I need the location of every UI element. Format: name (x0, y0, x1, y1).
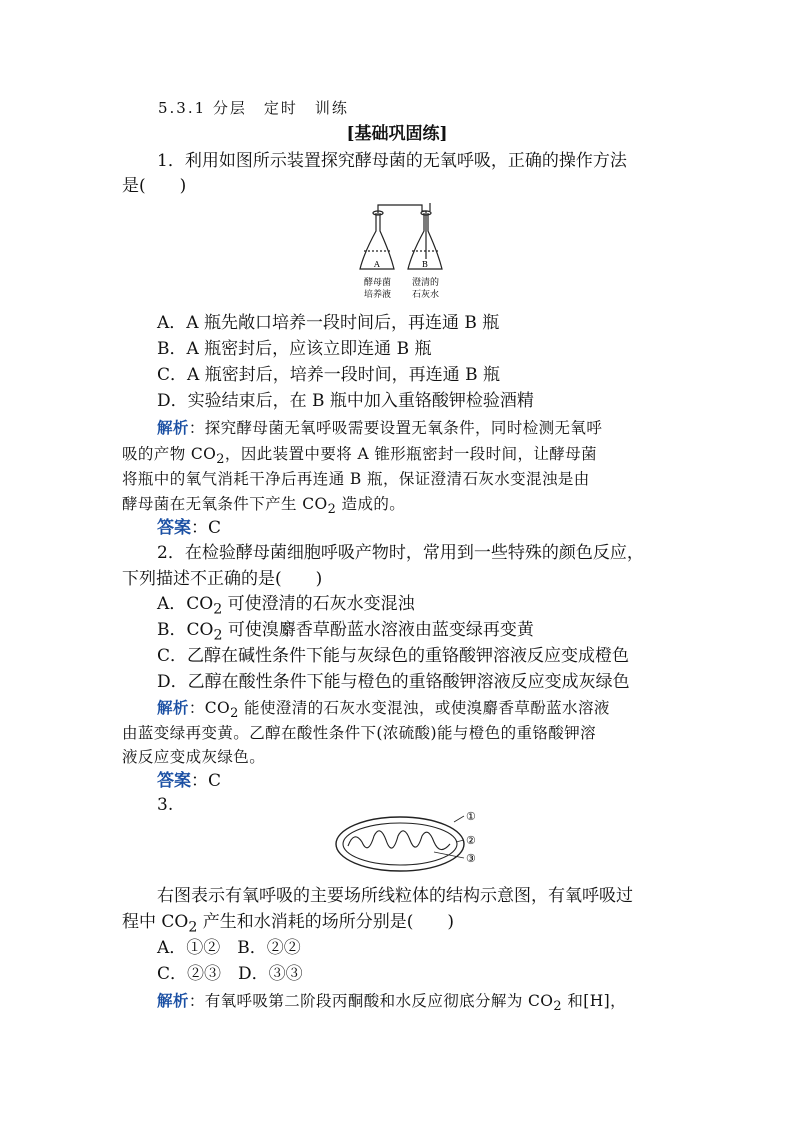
flask-a-label: A (374, 260, 380, 269)
q2-stem-line1: 2．在检验酵母菌细胞呼吸产物时，常用到一些特殊的颜色反应， (157, 543, 644, 563)
outer-membrane (336, 817, 464, 871)
marker-2: ② (466, 834, 476, 847)
answer-label: 答案 (157, 518, 191, 538)
explanation-label: 解析 (157, 418, 189, 437)
leader-line-2 (456, 840, 464, 842)
flask-b-caption-line2: 石灰水 (412, 290, 440, 300)
q1-stem-line1: 1．利用如图所示装置探究酵母菌的无氧呼吸，正确的操作方法 (157, 151, 627, 171)
q2-explanation-line3: 液反应变成灰绿色。 (122, 748, 266, 766)
q1-explanation-line2: 吸的产物 $CO_2$，因此装置中要将 A 锥形瓶密封一段时间，让酵母菌 (122, 445, 597, 468)
q2-explanation-line1: 解析：$CO_2$ 能使澄清的石灰水变混浊，或使溴麝香草酚蓝水溶液 (157, 698, 610, 722)
q1-answer: 答案：C (157, 518, 222, 538)
section-title: [基础巩固练] (346, 124, 448, 144)
q1-option-d: D．实验结束后，在 B 瓶中加入重铬酸钾检验酒精 (157, 391, 534, 411)
q2-option-b: B．$CO_2$ 可使溴麝香草酚蓝水溶液由蓝变绿再变黄 (157, 620, 534, 644)
q2-explanation-line2: 由蓝变绿再变黄。乙醇在酸性条件下(浓硫酸)能与橙色的重铬酸钾溶 (122, 724, 596, 742)
q3-number: 3. (157, 795, 174, 815)
mitochondrion-figure (334, 806, 494, 874)
marker-3: ③ (466, 852, 476, 865)
q2-option-a: A．$CO_2$ 可使澄清的石灰水变混浊 (157, 594, 415, 618)
cristae (348, 831, 450, 850)
q3-options-row2: C．②③ D．③③ (157, 964, 303, 984)
inner-membrane (343, 823, 457, 865)
flask-a-caption-line2: 培养液 (364, 290, 392, 300)
flask-b-caption-line1: 澄清的 (412, 278, 440, 288)
q3-stem-line2: 程中 $CO_2$ 产生和水消耗的场所分别是( ) (122, 912, 455, 936)
q1-explanation-line1: 解析：探究酵母菌无氧呼吸需要设置无氧条件，同时检测无氧呼 (157, 418, 603, 437)
flask-b-label: B (422, 260, 428, 269)
q3-options-row1: A．①② B．②② (157, 938, 301, 958)
leader-line-1 (454, 816, 464, 822)
q3-explanation-line1: 解析：有氧呼吸第二阶段丙酮酸和水反应彻底分解为 $CO_2$ 和[H]， (157, 991, 626, 1015)
q2-option-c: C．乙醇在碱性条件下能与灰绿色的重铬酸钾溶液反应变成橙色 (157, 646, 630, 666)
q1-apparatus-figure (354, 201, 454, 305)
q3-stem-line1: 右图表示有氧呼吸的主要场所线粒体的结构示意图，有氧呼吸过 (157, 886, 633, 906)
q1-option-b: B．A 瓶密封后，应该立即连通 B 瓶 (157, 339, 432, 359)
flask-a-caption-line1: 酵母菌 (364, 278, 392, 288)
marker-1: ① (466, 810, 476, 823)
q1-explanation-line3: 将瓶中的氧气消耗干净后再连通 B 瓶，保证澄清石灰水变混浊是由 (122, 470, 590, 488)
q1-option-a: A．A 瓶先敞口培养一段时间后，再连通 B 瓶 (157, 313, 500, 333)
q2-option-d: D．乙醇在酸性条件下能与橙色的重铬酸钾溶液反应变成灰绿色 (157, 672, 630, 692)
q1-explanation-line4: 酵母菌在无氧条件下产生 $CO_2$ 造成的。 (122, 495, 406, 518)
q1-option-c: C．A 瓶密封后，培养一段时间，再连通 B 瓶 (157, 365, 500, 385)
q1-stem-line2: 是( ) (122, 176, 187, 196)
section-header: 5.3.1 分层 定时 训练 (158, 99, 349, 117)
q2-stem-line2: 下列描述不正确的是( ) (122, 569, 323, 589)
q2-answer: 答案：C (157, 771, 222, 791)
